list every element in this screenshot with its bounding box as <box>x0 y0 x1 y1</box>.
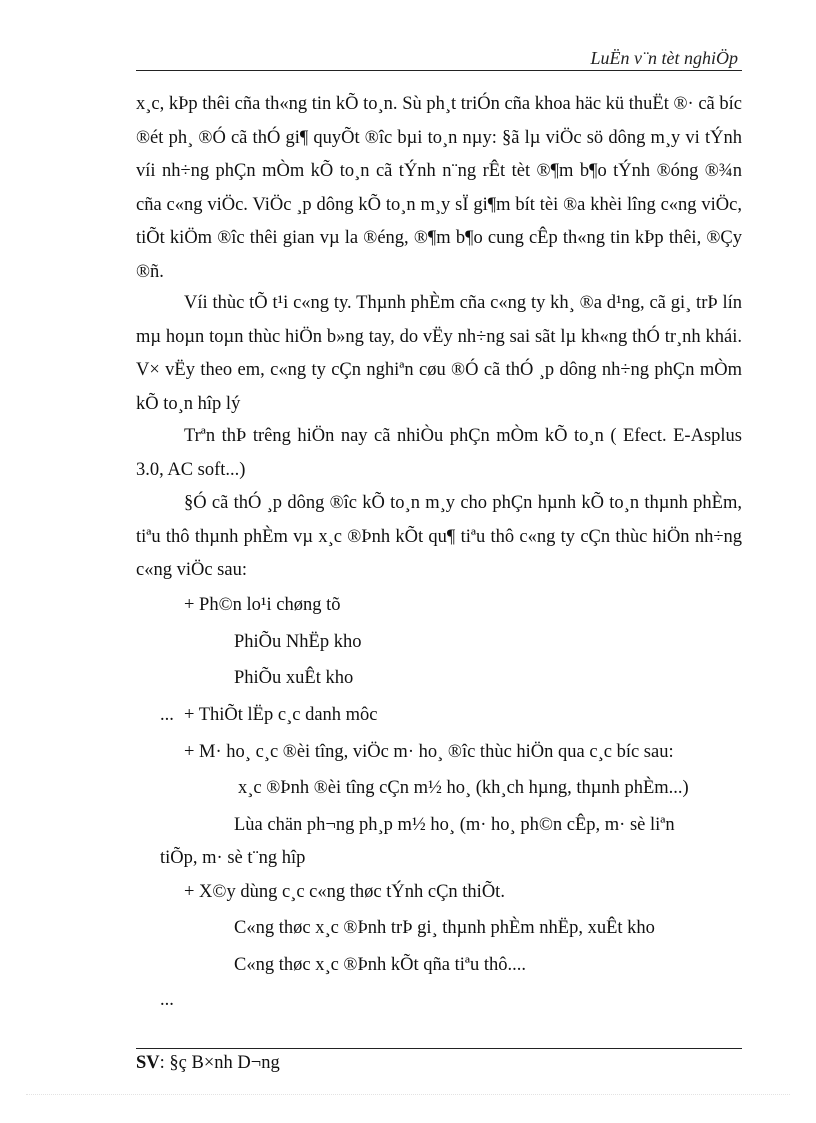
list-item-classify-documents: + Ph©n lo¹i chøng tõ <box>184 595 341 615</box>
list-subitem-receipt-slip: PhiÕu NhËp kho <box>234 632 362 652</box>
paragraph-2: Víi thùc tÕ t¹i c«ng ty. Thµnh phÈm cña c«ng ty kh¸ ®a d¹ng, cã gi¸ trÞ lín mµ hoµn toµn thùc hiÖn b»ng tay, do vËy nh÷ng sai sãt lµ kh«ng thÓ tr¸nh khái. V× vËy theo em, c«ng ty cÇn nghiªn cøu ®Ó cã thÓ ¸p dông nh÷ng phÇn mÒm kÕ to¸n hîp lý <box>136 293 742 414</box>
list-item-build-formulas: + X©y dùng c¸c c«ng thøc tÝnh cÇn thiÕt. <box>184 882 505 902</box>
list-subitem-choose-method: Lùa chän ph¬ng ph¸p m½ ho¸ (m· ho¸ ph©n cÊp, m· sè liªn <box>234 815 675 835</box>
list-item-setup-catalogs: + ThiÕt lËp c¸c danh môc <box>184 705 378 725</box>
paragraph-3: Trªn thÞ trêng hiÖn nay cã nhiÒu phÇn mÒm kÕ to¸n ( Efect. E-Asplus 3.0, AC soft...) <box>136 426 742 480</box>
header-rule <box>136 70 742 71</box>
paragraph-4: §Ó cã thÓ ¸p dông ®îc kÕ to¸n m¸y cho phÇn hµnh kÕ to¸n thµnh phÈm, tiªu thô thµnh phÈm vµ x¸c ®Þnh kÕt qu¶ tiªu thô c«ng ty cÇn thùc hiÖn nh÷ng c«ng viÖc sau: <box>136 493 742 580</box>
list-subitem-choose-method-cont: tiÕp, m· sè t¨ng hîp <box>160 848 306 868</box>
footer-student-name: : §ç B×nh D¬ng <box>159 1053 280 1073</box>
list-subitem-formula-result: C«ng thøc x¸c ®Þnh kÕt qña tiªu thô.... <box>234 955 527 975</box>
list-item-encode-objects: + M· ho¸ c¸c ®èi tîng, viÖc m· ho¸ ®îc thùc hiÖn qua c¸c bíc sau: <box>184 742 674 762</box>
list-prefix-ellipsis: ... <box>160 705 174 725</box>
footer-student <box>136 1053 280 1074</box>
list-subitem-identify-objects: x¸c ®Þnh ®èi tîng cÇn m½ ho¸ (kh¸ch hµng, thµnh phÈm...) <box>238 778 689 798</box>
footer-label: SV <box>136 1053 160 1073</box>
page-bottom-border <box>26 1094 790 1095</box>
footer-rule <box>136 1048 742 1049</box>
list-subitem-formula-value: C«ng thøc x¸c ®Þnh trÞ gi¸ thµnh phÈm nhËp, xuÊt kho <box>234 918 655 938</box>
running-header-title: LuËn v¨n tèt nghiÖp <box>590 48 738 68</box>
list-subitem-issue-slip: PhiÕu xuÊt kho <box>234 668 354 688</box>
paragraph-1: x¸c, kÞp thêi cña th«ng tin kÕ to¸n. Sù ph¸t triÓn cña khoa häc kü thuËt ®· cã bíc ®ét ph¸ ®Ó cã thÓ gi¶ quyÕt ®îc bµi to¸n nµy: §ã lµ viÖc sö dông m¸y vi tÝnh víi nh÷ng phÇn mÒm kÕ to¸n cã tÝnh n¨ng rÊt tèt ®¶m b¶o tÝnh ®óng ®¾n cña c«ng viÖc. ViÖc ¸p dông kÕ to¸n m¸y sÏ gi¶m bít tèi ®a khèi lîng c«ng viÖc, tiÕt kiÖm ®îc thêi gian vµ la ®éng, ®¶m b¶o cung cÊp th«ng tin kÞp thêi, ®Çy ®ñ. <box>136 94 742 282</box>
trailing-ellipsis: ... <box>160 990 174 1010</box>
